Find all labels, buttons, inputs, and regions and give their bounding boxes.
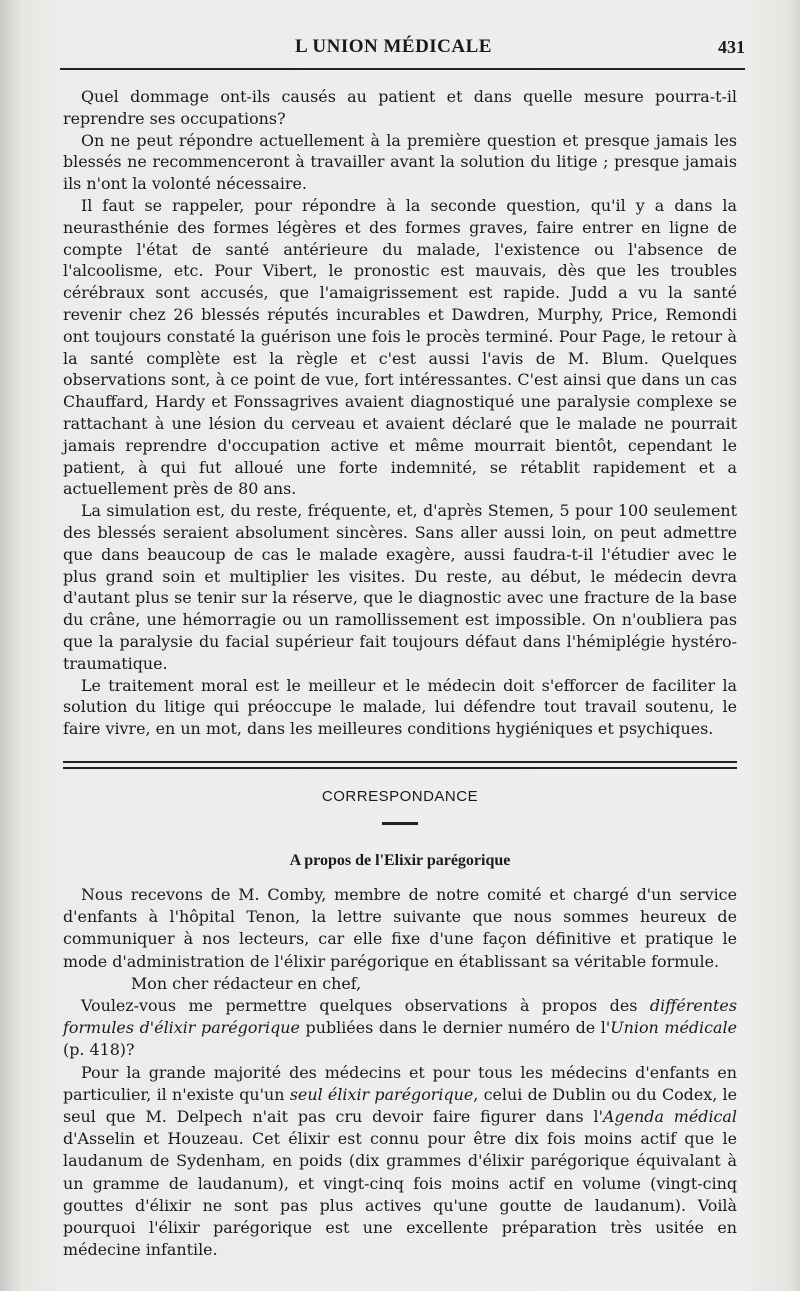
italic-text: différentes formules d'élixir parégorique <box>63 996 737 1038</box>
header-rule <box>60 68 745 70</box>
letter-paragraph <box>63 995 737 1062</box>
text-run: d'Asselin et Houzeau. Cet élixir est connu pour être dix fois moins actif que le laudanum de Sydenham, en poids (dix grammes d'élixir parégorique équivalant à un gramme de laudanum), et vingt-cinq fois moins actif en volume (vingt-cinq gouttes d'élixir ne sont pas plus actives qu'une goutte de laudanum). Voilà pourquoi l'élixir parégorique est une excellente préparation très usitée en médecine infantile. <box>63 1129 737 1260</box>
paragraph: Le traitement moral est le meilleur et le médecin doit s'efforcer de faciliter la solution du litige qui préoccupe le malade, lui défendre tout travail soutenu, le faire vivre, en un mot, dans les meilleures conditions hygiéniques et psychiques. <box>63 675 737 739</box>
article-title: A propos de l'Elixir parégorique <box>289 852 511 869</box>
text-run: , celui de Dublin ou du Codex, le seul que M. Delpech n'ait pas cru devoir faire figurer dans l' <box>63 1084 738 1127</box>
correspondence-letter <box>63 884 737 1261</box>
italic-text: Union médicale <box>610 1018 737 1038</box>
running-title: L UNION MÉDICALE <box>295 36 492 57</box>
paragraph: Quel dommage ont-ils causés au patient et dans quelle mesure pourra-t-il reprendre ses occupations? <box>63 87 737 128</box>
section-divider <box>63 761 737 769</box>
article-body <box>63 86 737 740</box>
text-run: (p. 418)? <box>63 1040 135 1060</box>
letter-intro: Nous recevons de M. Comby, membre de notre comité et chargé d'un service d'enfants à l'hôpital Tenon, la lettre suivante que nous sommes heureux de communiquer à nos lecteurs, car elle fixe d'une façon définitive et pratique le mode d'administration de l'élixir parégorique en établissant sa véritable formule. <box>63 885 737 971</box>
text-run: publiées dans le dernier numéro de l' <box>299 1018 611 1038</box>
text-run: Pour la grande majorité des médecins et pour tous les médecins d'enfants en particulier, il n'existe qu'un <box>63 1062 737 1104</box>
italic-text: seul élixir parégorique <box>289 1084 474 1104</box>
letter-paragraph <box>63 1062 737 1262</box>
paragraph: La simulation est, du reste, fréquente, et, d'après Stemen, 5 pour 100 seulement des blessés seraient absolument sincères. Sans aller aussi loin, on peut admettre que dans beaucoup de cas le malade exagère, aussi faudra-t-il l'étudier avec le plus grand soin et multiplier les visites. Du reste, au début, le médecin devra d'autant plus se tenir sur la réserve, que le diagnostic avec une fracture de la base du crâne, une hémorragie ou un ramollissement est impossible. On n'oubliera pas que la paralysie du facial supérieur fait toujours défaut dans l'hémiplégie hystéro-traumatique. <box>63 501 737 673</box>
text-run: Voulez-vous me permettre quelques observations à propos des <box>81 996 650 1016</box>
section-title: CORRESPONDANCE <box>321 788 479 805</box>
paragraph: On ne peut répondre actuellement à la première question et presque jamais les blessés ne recommenceront à travailler avant la solution du litige ; presque jamais ils n'ont la volonté nécessaire. <box>63 130 737 194</box>
page-header <box>60 28 745 68</box>
letter-salutation: Mon cher rédacteur en chef, <box>131 973 362 993</box>
italic-text: Agenda médical <box>603 1107 737 1127</box>
paragraph: Il faut se rappeler, pour répondre à la seconde question, qu'il y a dans la neurasthénie des formes légères et des formes graves, faire entrer en ligne de compte l'état de santé antérieure du malade, l'existence ou l'absence de l'alcoolisme, etc. Pour Vibert, le pronostic est mauvais, dès que les troubles cérébraux sont accusés, que l'amaigrissement est rapide. Judd a vu la santé revenir chez 26 blessés réputés incurables et Dawdren, Murphy, Price, Remondi ont toujours constaté la guérison une fois le procès terminé. Pour Page, le retour à la santé complète est la règle et c'est aussi l'avis de M. Blum. Quelques observations sont, à ce point de vue, fort intéressantes. C'est ainsi que dans un cas Chauffard, Hardy et Fonssagrives avaient diagnostiqué une paralysie complexe se rattachant à une lésion du cerveau et avaient déclaré que le malade ne pourrait jamais reprendre d'occupation active et même mourrait bientôt, cependant le patient, à qui fut alloué une forte indemnité, se rétablit rapidement et a actuellement près de 80 ans. <box>63 195 737 499</box>
title-rule <box>382 822 418 825</box>
page-number: 431 <box>718 37 745 57</box>
